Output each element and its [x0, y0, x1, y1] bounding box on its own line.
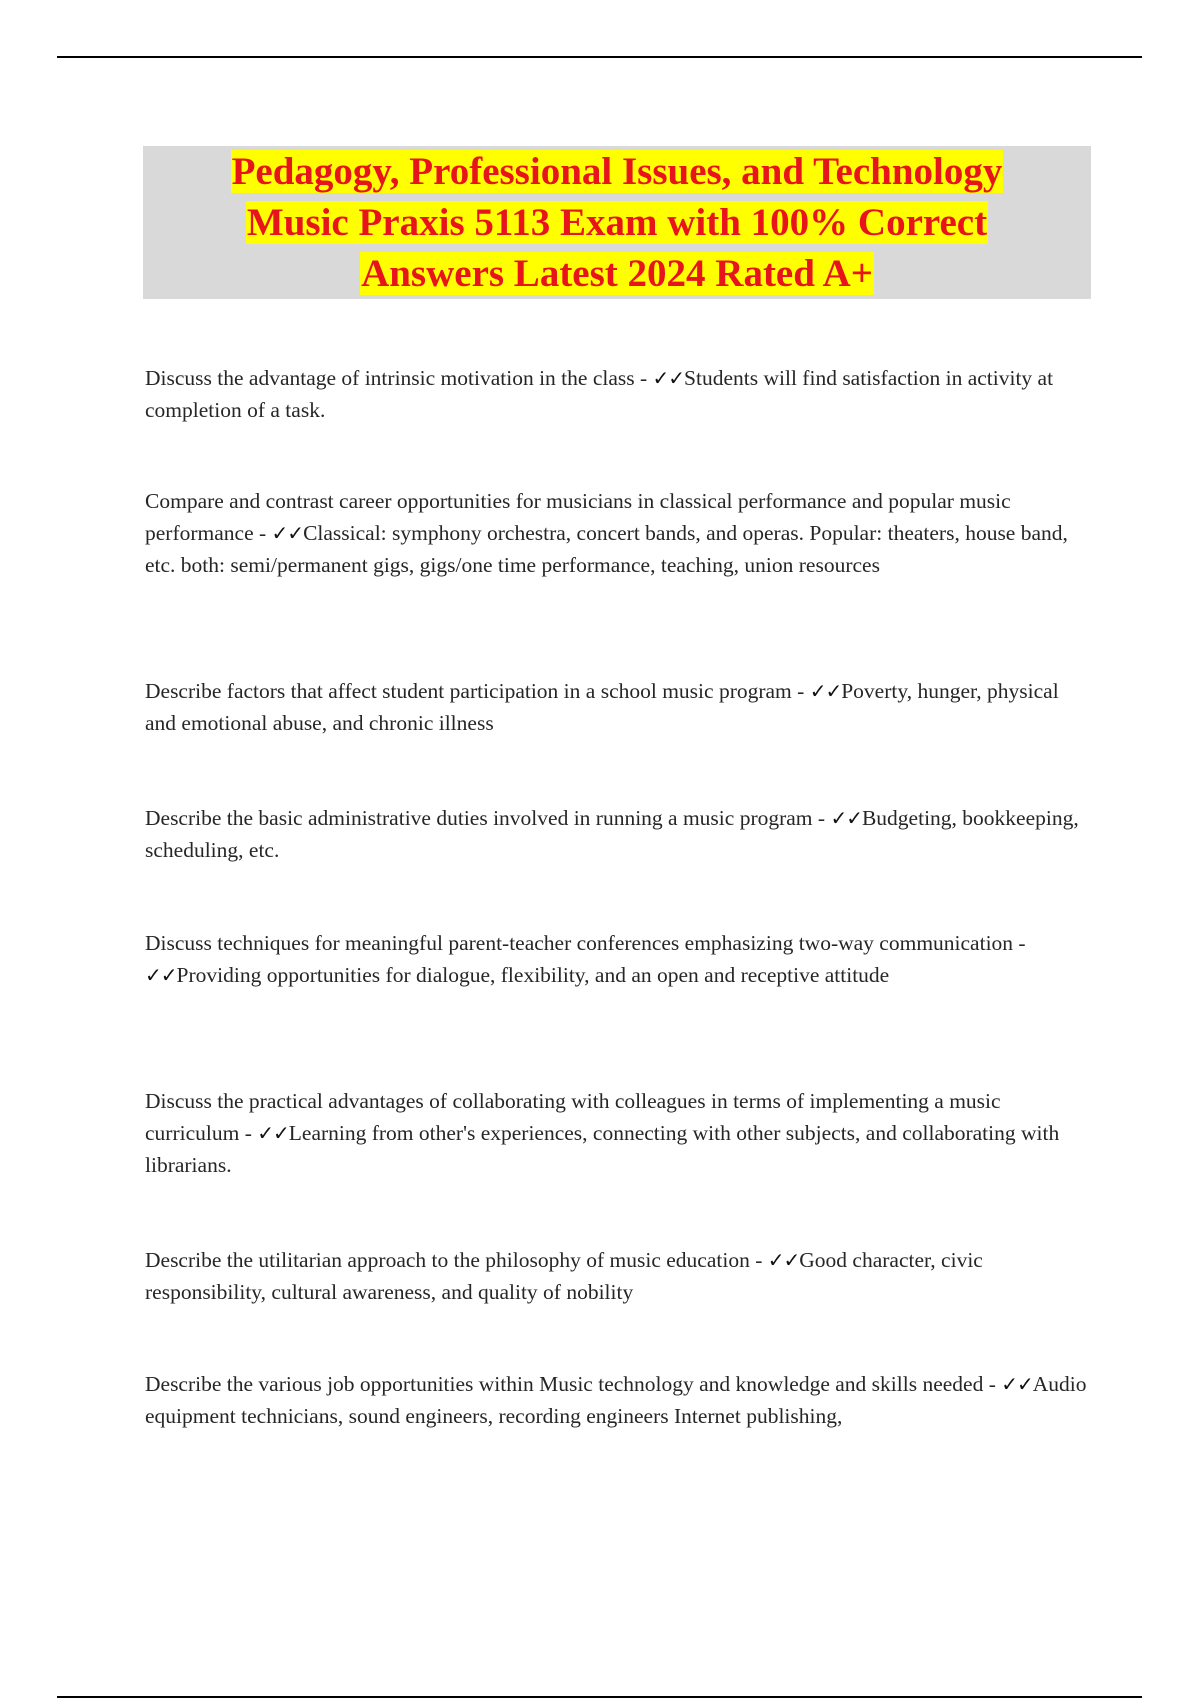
- answer-text: Providing opportunities for dialogue, flexibility, and an open and receptive attitude: [176, 963, 890, 987]
- question-text: Describe the utilitarian approach to the philosophy of music education -: [145, 1248, 763, 1272]
- qa-item-1: [145, 362, 1090, 426]
- answer-text: Classical: symphony orchestra, concert bands, and operas. Popular: theaters, house band, etc. both: semi/permanent gigs, gigs/one time performance, teaching, union resources: [145, 521, 1068, 577]
- title-line-1: Pedagogy, Professional Issues, and Technology: [231, 150, 1003, 193]
- answer-text: Poverty, hunger, physical and emotional abuse, and chronic illness: [145, 679, 1059, 735]
- answer-text: Audio equipment technicians, sound engineers, recording engineers Internet publishing,: [145, 1372, 1087, 1428]
- answer-text: Students will find satisfaction in activity at completion of a task.: [145, 366, 1054, 422]
- top-rule: [57, 56, 1142, 58]
- title-line-2: Music Praxis 5113 Exam with 100% Correct: [246, 201, 988, 244]
- qa-item-8: [145, 1368, 1090, 1432]
- double-check-icon: ✓✓: [1001, 1372, 1033, 1396]
- question-text: Discuss techniques for meaningful parent-teacher conferences emphasizing two-way communication -: [145, 931, 1026, 955]
- question-text: Discuss the practical advantages of collaborating with colleagues in terms of implementing a music curriculum -: [145, 1089, 1001, 1145]
- bottom-rule: [57, 1696, 1142, 1698]
- double-check-icon: ✓✓: [830, 806, 862, 830]
- answer-text: Learning from other's experiences, connecting with other subjects, and collaborating with librarians.: [145, 1121, 1060, 1177]
- double-check-icon: ✓✓: [271, 521, 304, 545]
- question-text: Describe factors that affect student participation in a school music program -: [145, 679, 805, 703]
- double-check-icon: ✓✓: [652, 366, 685, 390]
- qa-item-5: [145, 927, 1090, 991]
- double-check-icon: ✓✓: [145, 963, 177, 987]
- double-check-icon: ✓✓: [257, 1121, 289, 1145]
- question-text: Compare and contrast career opportunities for musicians in classical performance and popular music performance -: [145, 489, 1011, 545]
- answer-text: Good character, civic responsibility, cultural awareness, and quality of nobility: [145, 1248, 983, 1304]
- qa-item-3: [145, 675, 1090, 739]
- double-check-icon: ✓✓: [767, 1248, 800, 1272]
- double-check-icon: ✓✓: [809, 679, 842, 703]
- question-text: Discuss the advantage of intrinsic motivation in the class -: [145, 366, 648, 390]
- title-line-3: Answers Latest 2024 Rated A+: [361, 252, 873, 295]
- question-text: Describe the basic administrative duties involved in running a music program -: [145, 806, 826, 830]
- qa-item-2: [145, 485, 1090, 581]
- document-title: [167, 146, 1067, 299]
- qa-item-7: [145, 1244, 1090, 1308]
- question-text: Describe the various job opportunities within Music technology and knowledge and skills needed -: [145, 1372, 996, 1396]
- qa-item-6: [145, 1085, 1090, 1181]
- title-banner: [143, 146, 1091, 299]
- qa-item-4: [145, 802, 1090, 866]
- answer-text: Budgeting, bookkeeping, scheduling, etc.: [145, 806, 1079, 862]
